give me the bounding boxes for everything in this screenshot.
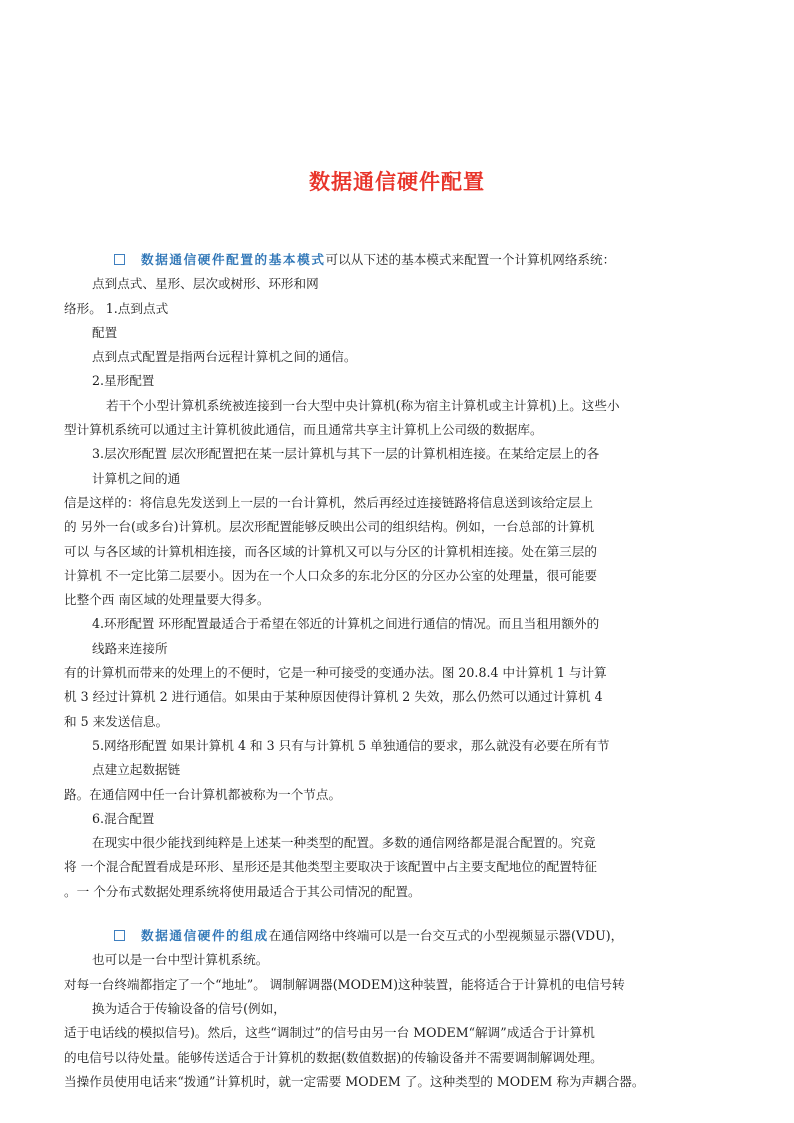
body-line: 若干个小型计算机系统被连接到一台大型中央计算机(称为宿主计算机或主计算机)上。这些小 xyxy=(106,397,620,413)
body-line: 点到点式、星形、层次或树形、环形和网 xyxy=(92,276,319,292)
body-line: 络形。 1.点到点式 xyxy=(64,300,169,316)
body-line: 6.混合配置 xyxy=(92,810,155,826)
body-line: 的电信号以待处量。能够传送适合于计算机的数据(数值数据)的传输设备并不需要调制解调处理。 xyxy=(64,1049,603,1065)
body-line: 当操作员使用电话来“拨通”计算机时，就一定需要 MODEM 了。这种类型的 MODEM 称为声耦合器。 xyxy=(64,1073,645,1089)
body-line: 适于电话线的模拟信号)。然后，这些“调制过”的信号由另一台 MODEM“解调”成适合于计算机 xyxy=(64,1025,595,1041)
body-line: 配置 xyxy=(92,324,118,340)
section-2-lines xyxy=(64,948,732,1094)
body-line: 有的计算机而带来的处理上的不便时，它是一种可接受的变通办法。图 20.8.4 中计算机 1 与计算 xyxy=(64,665,607,681)
body-line: 型计算机系统可以通过主计算机彼此通信，而且通常共享主计算机上公司级的数据库。 xyxy=(64,422,543,438)
body-line: 2.星形配置 xyxy=(92,373,155,389)
body-line: 在现实中很少能找到纯粹是上述某一种类型的配置。多数的通信网络都是混合配置的。究竟 xyxy=(92,835,596,851)
document-body xyxy=(64,248,732,1094)
body-line: 5.网络形配置 如果计算机 4 和 3 只有与计算机 5 单独通信的要求，那么就没有必要在所有节 xyxy=(92,737,610,753)
body-line: 将 一个混合配置看成是环形、星形还是其他类型主要取决于该配置中占主要支配地位的配置特征 xyxy=(64,859,597,875)
body-line: 3.层次形配置 层次形配置把在某一层计算机与其下一层的计算机相连接。在某给定层上的各 xyxy=(92,446,600,462)
section-heading-1-label: 数据通信硬件配置的基本模式 xyxy=(141,252,326,267)
body-line: 换为适合于传输设备的信号(例如， xyxy=(92,1000,286,1016)
section-heading-1 xyxy=(64,248,732,272)
body-line: 对每一台终端都指定了一个“地址”。 调制解调器(MODEM)这种装置，能将适合于计算机的电信号转 xyxy=(64,976,625,992)
body-line: 可以 与各区域的计算机相连接，而各区域的计算机又可以与分区的计算机相连接。处在第三层的 xyxy=(64,543,597,559)
body-line: 线路来连接所 xyxy=(92,640,168,656)
body-line: 点到点式配置是指两台远程计算机之间的通信。 xyxy=(92,349,357,365)
body-line: 计算机 不一定比第二层要小。因为在一个人口众多的东北分区的分区办公室的处理量，很可能要 xyxy=(64,567,597,583)
body-line: 和 5 来发送信息。 xyxy=(64,713,169,729)
body-line: 路。在通信网中任一台计算机都被称为一个节点。 xyxy=(64,786,342,802)
section-heading-2-rest: 在通信网络中终端可以是一台交互式的小型视频显示器(VDU)， xyxy=(268,928,624,944)
hollow-square-bullet-icon xyxy=(114,254,125,265)
hollow-square-bullet-icon xyxy=(114,930,125,941)
body-line: 也可以是一台中型计算机系统。 xyxy=(92,952,269,968)
body-line: 机 3 经过计算机 2 进行通信。如果由于某种原因使得计算机 2 失效，那么仍然可以通过计算机 4 xyxy=(64,689,603,705)
page-title: 数据通信硬件配置 xyxy=(309,170,485,194)
section-gap xyxy=(64,904,732,924)
body-line: 比整个西 南区域的处理量要大得多。 xyxy=(64,592,270,608)
body-line: 点建立起数据链 xyxy=(92,762,181,778)
section-1-lines xyxy=(64,272,732,904)
body-line: 4.环形配置 环形配置最适合于希望在邻近的计算机之间进行通信的情况。而且当租用额外的 xyxy=(92,616,600,632)
body-line: 。一 个分布式数据处理系统将使用最适合于其公司情况的配置。 xyxy=(64,883,421,899)
body-line: 信是这样的：将信息先发送到上一层的一台计算机，然后再经过连接链路将信息送到该给定层上 xyxy=(64,494,593,510)
body-line: 的 另外一台(或多台)计算机。层次形配置能够反映出公司的组织结构。例如，一台总部的计算机 xyxy=(64,519,595,535)
section-heading-2 xyxy=(64,924,732,948)
section-heading-2-label: 数据通信硬件的组成 xyxy=(141,928,269,944)
section-heading-1-rest: 可以从下述的基本模式来配置一个计算机网络系统： xyxy=(325,252,616,267)
body-line: 计算机之间的通 xyxy=(92,470,181,486)
